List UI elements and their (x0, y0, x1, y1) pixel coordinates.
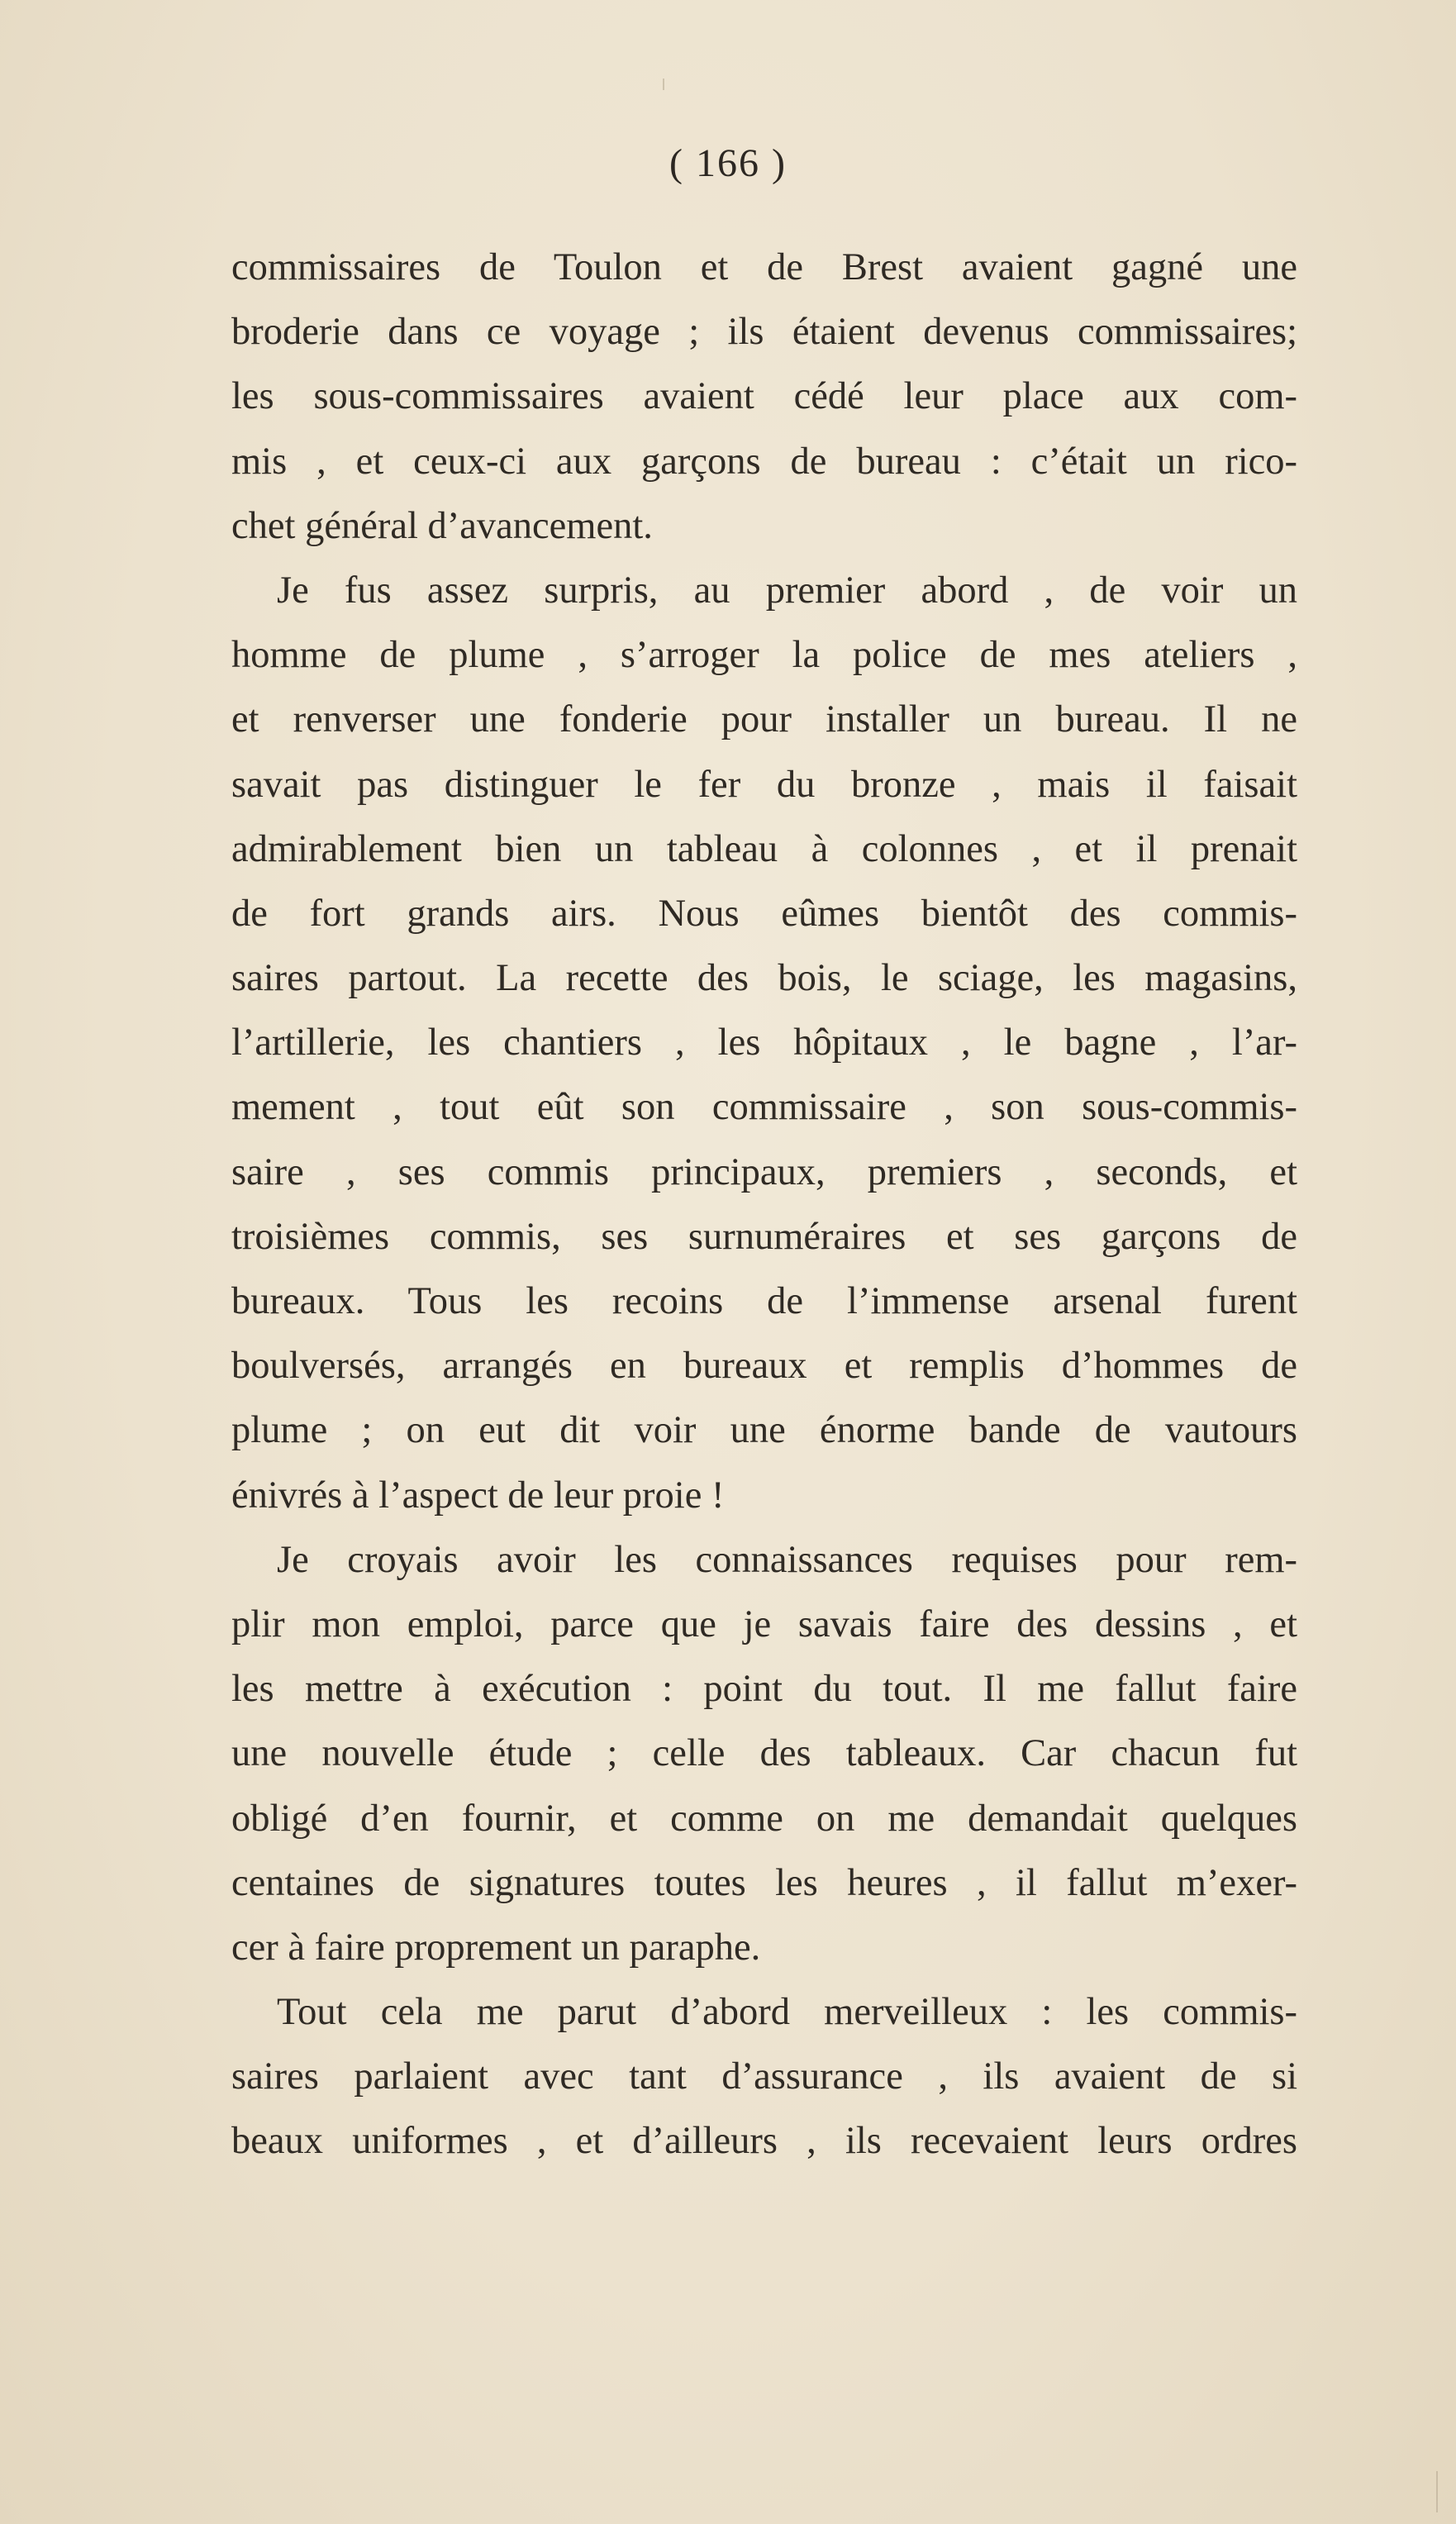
page-edge-mark (1436, 2471, 1438, 2512)
text-line: et renverser une fonderie pour installer un bureau. Il ne (231, 698, 1297, 741)
text-line: chet général d’avancement. (231, 504, 653, 547)
text-line: centaines de signatures toutes les heures , il fallut m’exer- (231, 1861, 1297, 1904)
text-line: cer à faire proprement un paraphe. (231, 1926, 761, 1969)
text-line: troisièmes commis, ses surnuméraires et ses garçons de (231, 1215, 1297, 1258)
text-line: saires partout. La recette des bois, le sciage, les magasins, (231, 957, 1297, 1000)
text-line: beaux uniformes , et d’ailleurs , ils recevaient leurs ordres (231, 2120, 1297, 2163)
paper-speck (663, 79, 664, 90)
text-line: savait pas distinguer le fer du bronze , mais il faisait (231, 763, 1297, 806)
text-line: l’artillerie, les chantiers , les hôpitaux , le bagne , l’ar- (231, 1022, 1297, 1064)
text-line: une nouvelle étude ; celle des tableaux. Car chacun fut (231, 1732, 1297, 1775)
text-line: saire , ses commis principaux, premiers , seconds, et (231, 1150, 1297, 1193)
text-line: énivrés à l’aspect de leur proie ! (231, 1474, 725, 1517)
page-number: ( 166 ) (669, 141, 787, 185)
text-line: plume ; on eut dit voir une énorme bande de vautours (231, 1409, 1297, 1452)
text-line: boulversés, arrangés en bureaux et remplis d’hommes de (231, 1345, 1297, 1388)
paragraph-start-line: Je fus assez surpris, au premier abord , de voir un (277, 569, 1297, 612)
text-line: les sous-commissaires avaient cédé leur place aux com- (231, 375, 1297, 418)
text-line: de fort grands airs. Nous eûmes bientôt des commis- (231, 892, 1297, 935)
text-line: les mettre à exécution : point du tout. Il me fallut faire (231, 1668, 1297, 1711)
text-line: plir mon emploi, parce que je savais faire des dessins , et (231, 1603, 1297, 1645)
text-line: admirablement bien un tableau à colonnes , et il prenait (231, 827, 1297, 870)
text-line: obligé d’en fournir, et comme on me demandait quelques (231, 1797, 1297, 1840)
paragraph-start-line: Je croyais avoir les connaissances requises pour rem- (277, 1538, 1297, 1581)
text-line: commissaires de Toulon et de Brest avaient gagné une (231, 246, 1297, 288)
text-line: saires parlaient avec tant d’assurance , ils avaient de si (231, 2055, 1297, 2098)
text-line: broderie dans ce voyage ; ils étaient devenus commissaires; (231, 311, 1297, 354)
body-text (231, 236, 1297, 2174)
paragraph-start-line: Tout cela me parut d’abord merveilleux : les commis- (277, 1991, 1297, 2034)
text-line: mis , et ceux-ci aux garçons de bureau : c’était un rico- (231, 440, 1297, 483)
text-line: homme de plume , s’arroger la police de mes ateliers , (231, 634, 1297, 677)
text-line: bureaux. Tous les recoins de l’immense arsenal furent (231, 1280, 1297, 1322)
text-line: mement , tout eût son commissaire , son sous-commis- (231, 1086, 1297, 1129)
